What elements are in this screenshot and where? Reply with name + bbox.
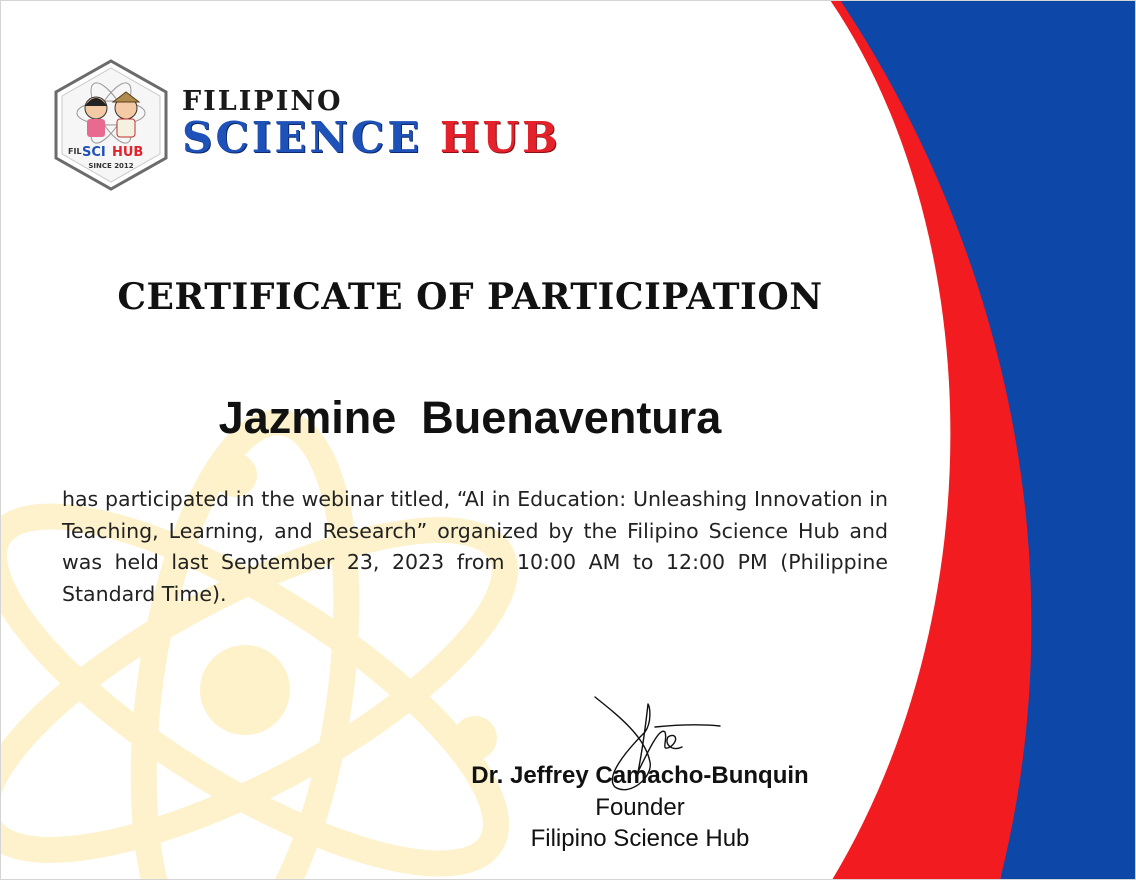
filscihub-logo-icon — [52, 58, 170, 192]
signatory-name: Dr. Jeffrey Camacho-Bunquin — [471, 762, 809, 789]
handwritten-signature — [590, 692, 725, 802]
certificate-title: CERTIFICATE OF PARTICIPATION — [117, 276, 823, 318]
wordmark-filipino: FILIPINO — [182, 86, 343, 117]
certificate-body: has participated in the webinar titled, “AI in Education: Unleashing Innovation in Teaching, Learning, and Research” organized by the Filipino Science Hub and was held last September 23, 2023 from 10:00 AM to 12:00 PM (Philippine Standard Time). — [62, 487, 888, 606]
logo-wordmark — [182, 88, 561, 160]
signatory-organization: Filipino Science Hub — [530, 825, 750, 852]
wordmark-science-hub — [182, 113, 561, 162]
svg-text:SCI: SCI — [82, 145, 106, 160]
signatory-role: Founder — [595, 794, 685, 821]
svg-text:FIL: FIL — [68, 147, 82, 156]
wordmark-hub: HUB — [439, 113, 561, 162]
wordmark-science: SCIENCE — [182, 113, 423, 162]
svg-text:HUB: HUB — [112, 145, 144, 160]
recipient-name: Jazmine Buenaventura — [218, 392, 722, 443]
svg-text:SINCE 2012: SINCE 2012 — [88, 162, 134, 170]
